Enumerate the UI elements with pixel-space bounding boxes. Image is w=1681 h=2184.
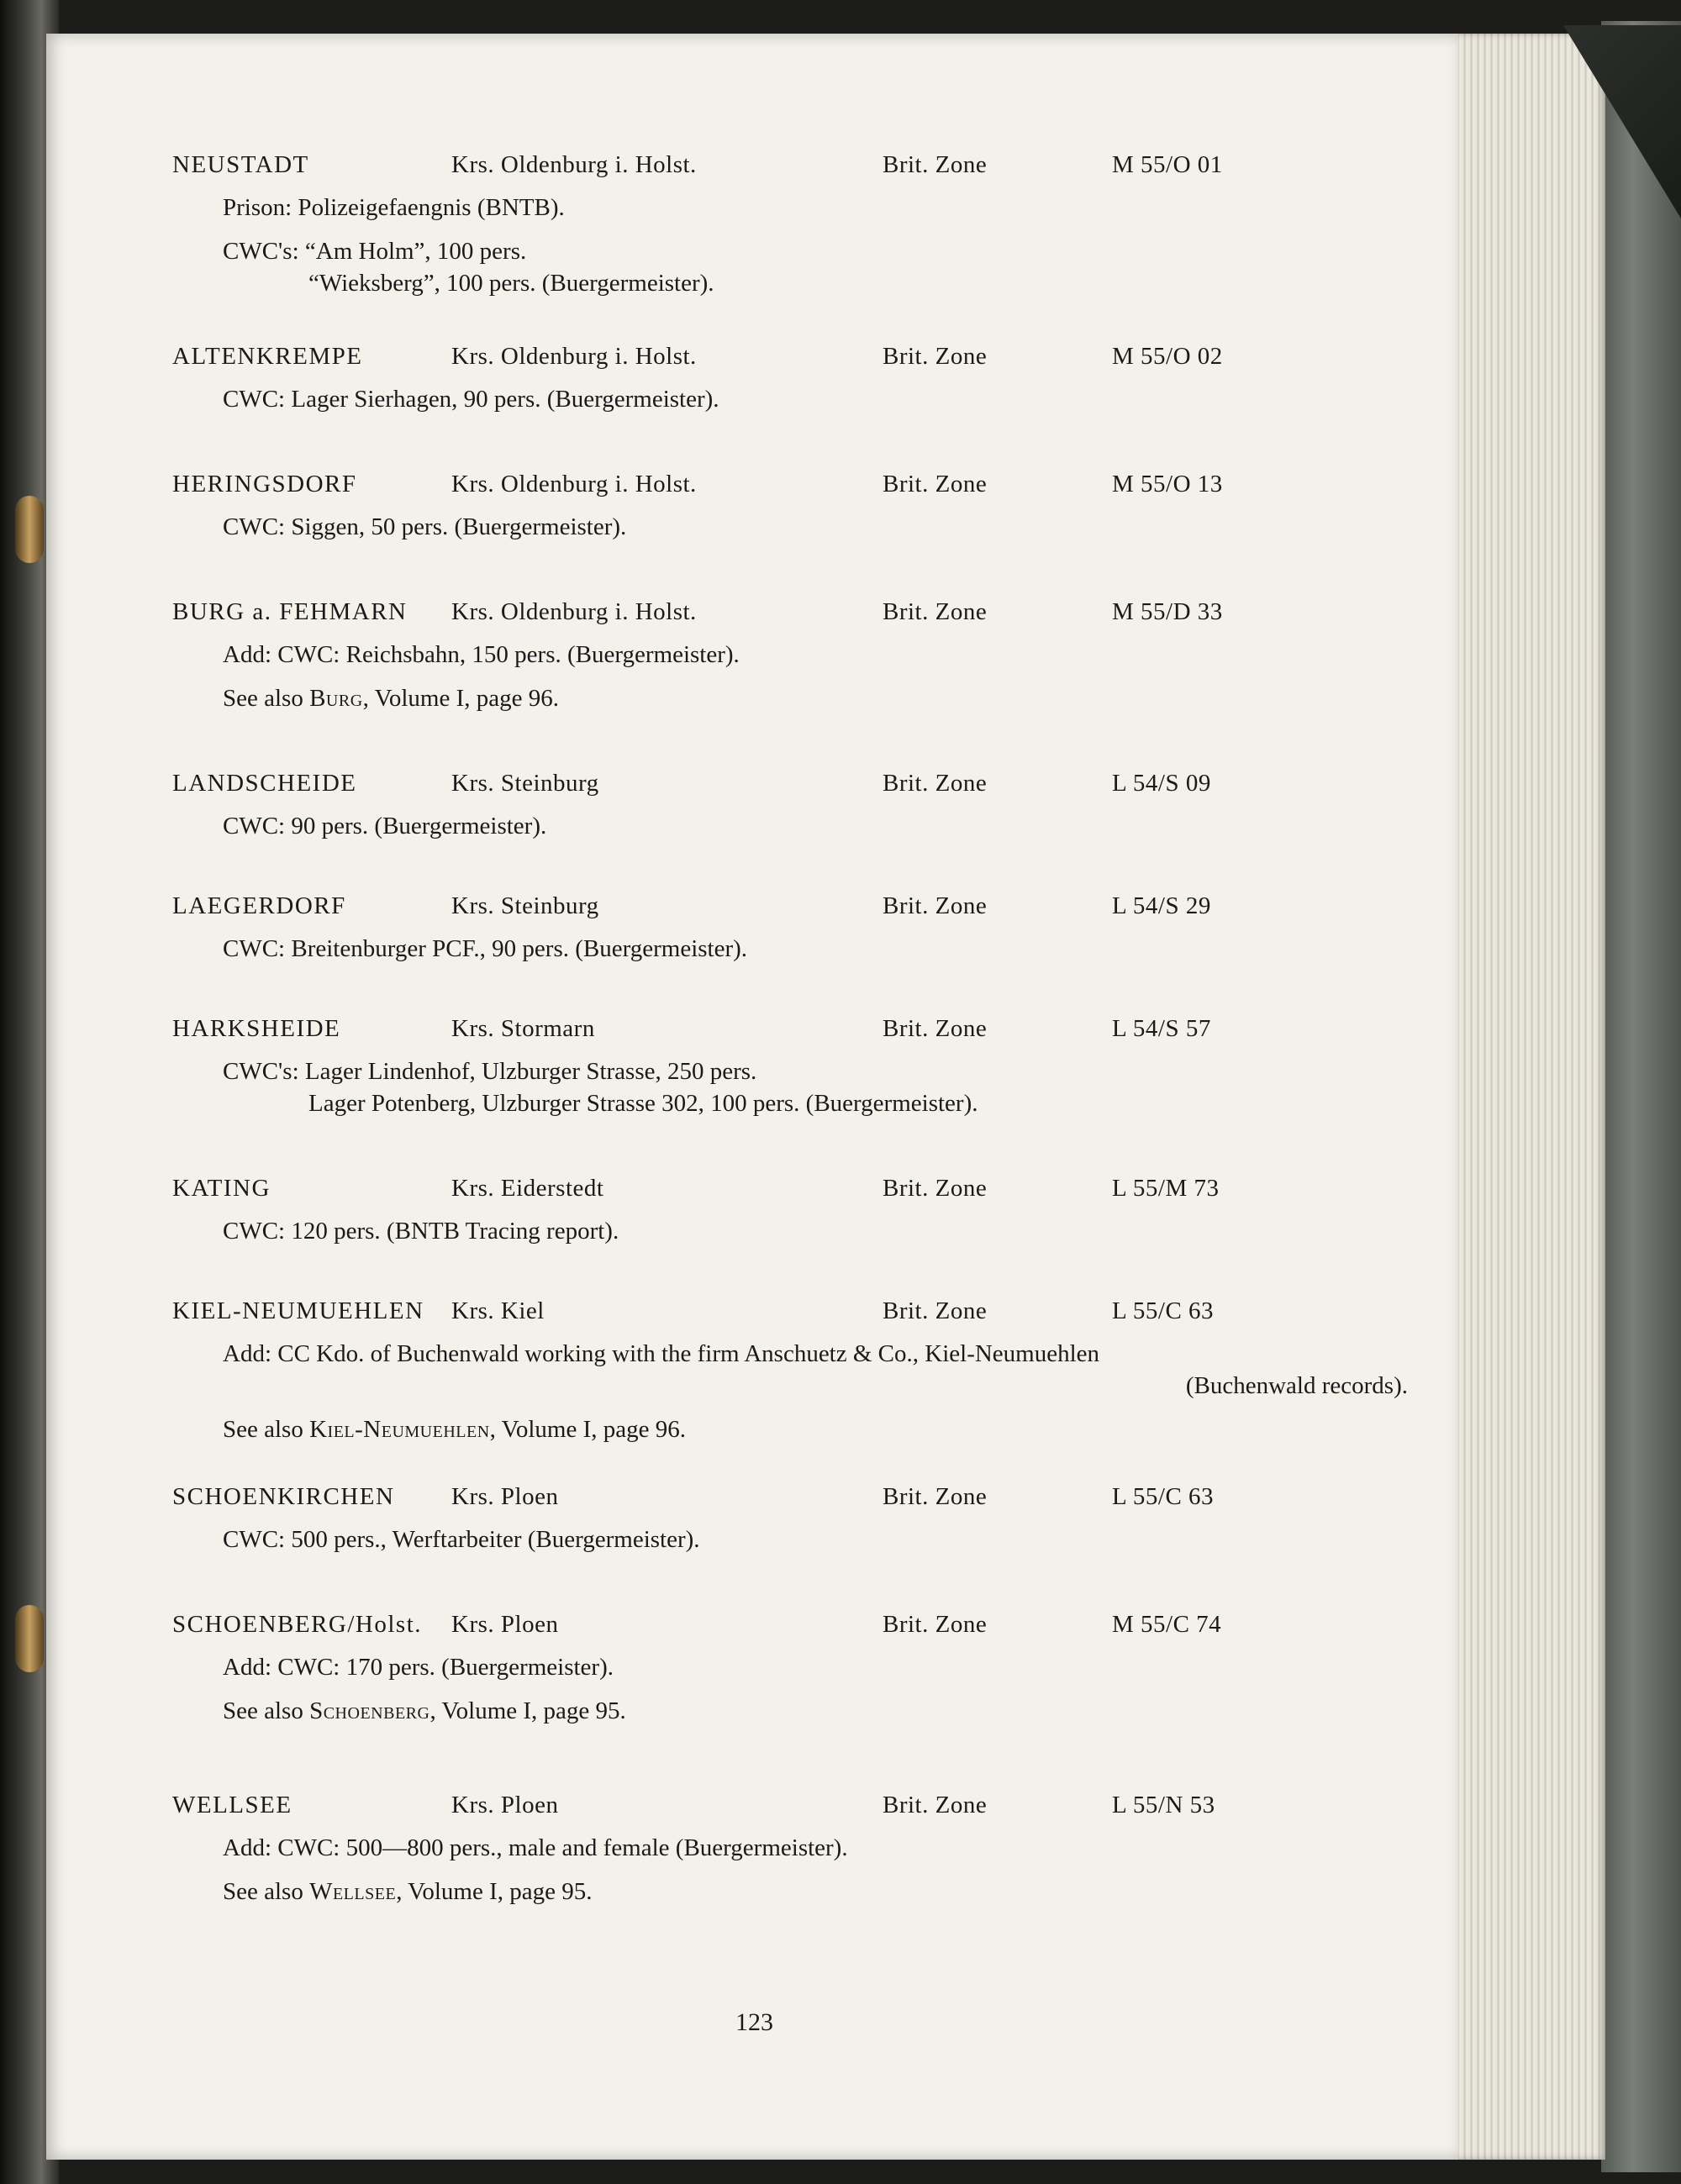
entry-header <box>172 1015 1408 1052</box>
zone: Brit. Zone <box>883 1297 988 1324</box>
entry-header <box>172 1611 1408 1648</box>
zone: Brit. Zone <box>883 770 988 797</box>
entry-header <box>172 471 1408 508</box>
entry-harksheide <box>172 1015 1408 1119</box>
district: Krs. Steinburg <box>451 892 599 919</box>
map-reference: M 55/C 74 <box>1112 1611 1222 1638</box>
entry-header <box>172 598 1408 635</box>
entry-heringsdorf <box>172 471 1408 543</box>
entry-header <box>172 151 1408 188</box>
district: Krs. Oldenburg i. Holst. <box>451 343 697 370</box>
map-reference: L 54/S 09 <box>1112 770 1211 797</box>
see-also-line <box>172 1876 1408 1908</box>
entry-neustadt <box>172 151 1408 299</box>
place-name: LAEGERDORF <box>172 892 346 919</box>
place-name: LANDSCHEIDE <box>172 770 357 797</box>
entry-line: CWC: Breitenburger PCF., 90 pers. (Buergermeister). <box>223 935 748 962</box>
entry-line: CWC's: Lager Lindenhof, Ulzburger Strasse, 250 pers. <box>223 1058 757 1085</box>
zone: Brit. Zone <box>883 892 988 919</box>
entry-line: CWC: Lager Sierhagen, 90 pers. (Buergermeister). <box>223 386 719 413</box>
place-name: NEUSTADT <box>172 151 309 178</box>
see-also-prefix: See also <box>223 1878 310 1905</box>
map-reference: L 54/S 57 <box>1112 1015 1211 1042</box>
entry-header <box>172 1792 1408 1829</box>
district: Krs. Oldenburg i. Holst. <box>451 471 697 497</box>
book-cover <box>1601 21 1681 2172</box>
see-also-line <box>172 1413 1408 1445</box>
entry-altenkrempe <box>172 343 1408 415</box>
entry-kiel-neumuehlen <box>172 1297 1408 1445</box>
zone: Brit. Zone <box>883 1015 988 1042</box>
zone: Brit. Zone <box>883 1792 988 1818</box>
entry-line: CWC: Siggen, 50 pers. (Buergermeister). <box>223 513 627 540</box>
zone: Brit. Zone <box>883 1175 988 1202</box>
place-name: KIEL-NEUMUEHLEN <box>172 1297 424 1324</box>
place-name: HARKSHEIDE <box>172 1015 341 1042</box>
entry-header <box>172 1483 1408 1520</box>
district: Krs. Oldenburg i. Holst. <box>451 151 697 178</box>
map-reference: L 54/S 29 <box>1112 892 1211 919</box>
see-also-suffix: , Volume I, page 96. <box>362 685 559 712</box>
district: Krs. Ploen <box>451 1483 559 1510</box>
zone: Brit. Zone <box>883 1483 988 1510</box>
district: Krs. Steinburg <box>451 770 599 797</box>
zone: Brit. Zone <box>883 598 988 625</box>
district: Krs. Ploen <box>451 1611 559 1638</box>
see-also-prefix: See also <box>223 1416 310 1443</box>
entry-wellsee <box>172 1792 1408 1908</box>
place-name: ALTENKREMPE <box>172 343 363 370</box>
entry-burg-fehmarn <box>172 598 1408 714</box>
page-edges <box>1446 34 1605 2160</box>
place-name: HERINGSDORF <box>172 471 357 497</box>
zone: Brit. Zone <box>883 343 988 370</box>
see-also-ref: Wellsee <box>309 1878 397 1905</box>
place-name: KATING <box>172 1175 271 1202</box>
district: Krs. Stormarn <box>451 1015 595 1042</box>
binding-ring <box>15 496 44 563</box>
entry-kating <box>172 1175 1408 1247</box>
zone: Brit. Zone <box>883 471 988 497</box>
see-also-prefix: See also <box>223 685 310 712</box>
entry-line: Lager Potenberg, Ulzburger Strasse 302, 100 pers. (Buergermeister). <box>308 1090 978 1117</box>
map-reference: M 55/O 13 <box>1112 471 1223 497</box>
see-also-line <box>172 1695 1408 1727</box>
see-also-prefix: See also <box>223 1697 310 1724</box>
entry-header <box>172 1175 1408 1212</box>
entry-line: Add: CC Kdo. of Buchenwald working with the firm Anschuetz & Co., Kiel-Neumuehlen <box>223 1340 1100 1367</box>
zone: Brit. Zone <box>883 151 988 178</box>
district: Krs. Ploen <box>451 1792 559 1818</box>
place-name: BURG a. FEHMARN <box>172 598 408 625</box>
book-page <box>46 34 1458 2160</box>
see-also-suffix: , Volume I, page 95. <box>396 1878 593 1905</box>
map-reference: L 55/C 63 <box>1112 1297 1215 1324</box>
entry-laegerdorf <box>172 892 1408 965</box>
place-name: SCHOENBERG/Holst. <box>172 1611 423 1638</box>
entry-header <box>172 1297 1408 1334</box>
entry-schoenkirchen <box>172 1483 1408 1555</box>
binding-ring <box>15 1605 44 1672</box>
district: Krs. Kiel <box>451 1297 545 1324</box>
entry-header <box>172 770 1408 807</box>
see-also-ref: Kiel-Neumuehlen <box>309 1416 490 1443</box>
entry-line: “Wieksberg”, 100 pers. (Buergermeister). <box>308 270 714 297</box>
entry-line: CWC: 90 pers. (Buergermeister). <box>223 813 547 839</box>
entry-landscheide <box>172 770 1408 842</box>
entry-header <box>172 892 1408 929</box>
map-reference: L 55/M 73 <box>1112 1175 1220 1202</box>
zone: Brit. Zone <box>883 1611 988 1638</box>
see-also-suffix: , Volume I, page 96. <box>489 1416 686 1443</box>
entry-line: Add: CWC: 170 pers. (Buergermeister). <box>223 1654 614 1681</box>
map-reference: M 55/O 02 <box>1112 343 1223 370</box>
map-reference: L 55/C 63 <box>1112 1483 1215 1510</box>
see-also-ref: Schoenberg <box>309 1697 430 1724</box>
page-number: 123 <box>735 2008 773 2036</box>
see-also-line <box>172 682 1408 714</box>
place-name: SCHOENKIRCHEN <box>172 1483 395 1510</box>
map-reference: M 55/D 33 <box>1112 598 1223 625</box>
entry-line: Prison: Polizeigefaengnis (BNTB). <box>223 194 565 221</box>
entry-line: (Buchenwald records). <box>1185 1372 1408 1399</box>
district: Krs. Eiderstedt <box>451 1175 604 1202</box>
see-also-suffix: , Volume I, page 95. <box>429 1697 626 1724</box>
entry-line: Add: CWC: 500—800 pers., male and female (Buergermeister). <box>223 1834 848 1861</box>
entry-schoenberg <box>172 1611 1408 1727</box>
district: Krs. Oldenburg i. Holst. <box>451 598 697 625</box>
entry-line: CWC: 120 pers. (BNTB Tracing report). <box>223 1218 619 1245</box>
place-name: WELLSEE <box>172 1792 292 1818</box>
entry-line: Add: CWC: Reichsbahn, 150 pers. (Buergermeister). <box>223 641 740 668</box>
entry-line: CWC: 500 pers., Werftarbeiter (Buergermeister). <box>223 1526 700 1553</box>
map-reference: L 55/N 53 <box>1112 1792 1215 1818</box>
map-reference: M 55/O 01 <box>1112 151 1223 178</box>
entry-header <box>172 343 1408 380</box>
see-also-ref: Burg <box>309 685 363 712</box>
entry-line: CWC's: “Am Holm”, 100 pers. <box>223 238 527 265</box>
